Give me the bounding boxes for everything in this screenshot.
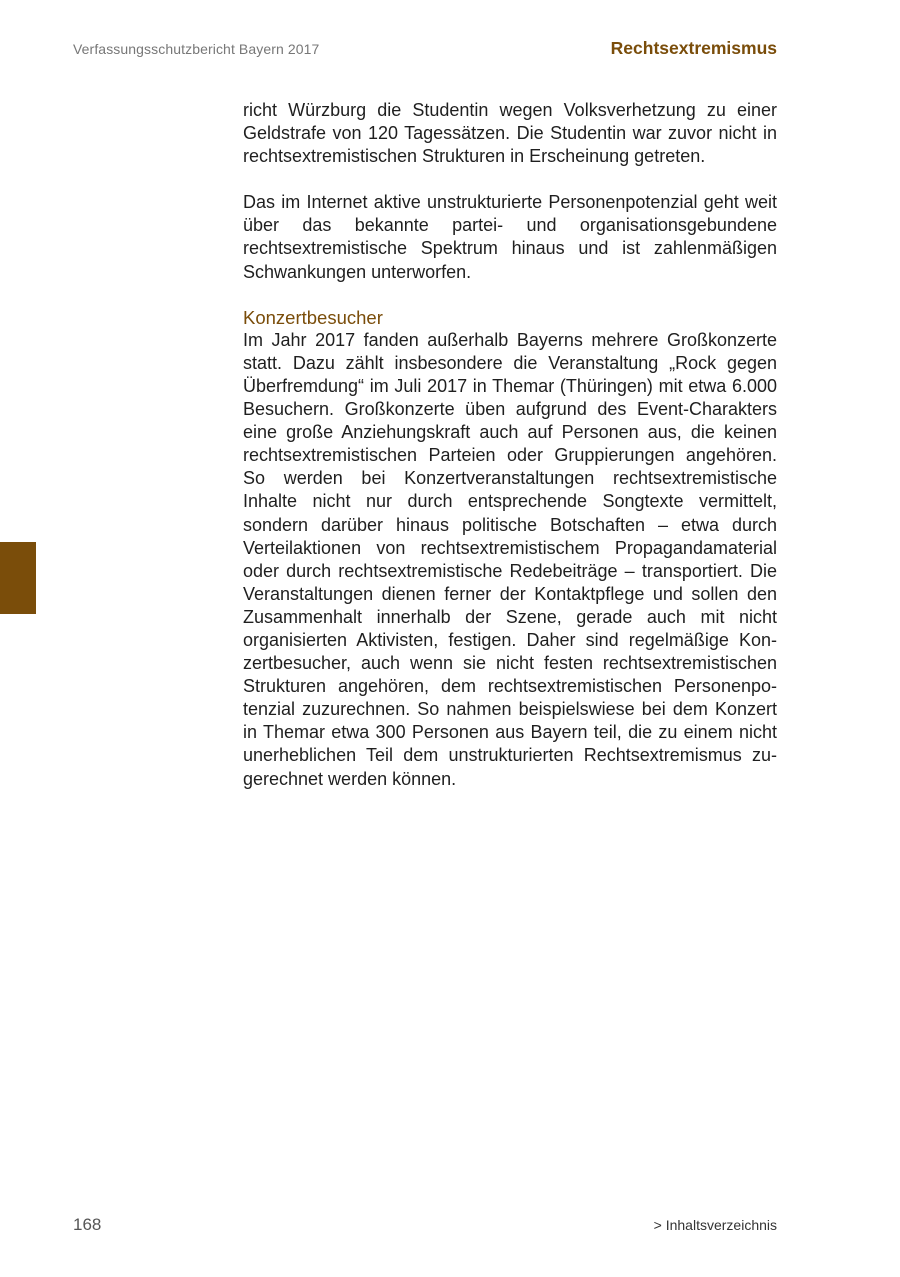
section-subheading: Konzertbesucher [243,306,383,328]
page-number: 168 [73,1215,102,1234]
body-paragraph: richt Würzburg die Studentin wegen Volksverhetzung zu einer Geldstrafe von 120 Tagessätzen. Die Studentin war zuvor nicht in rechtsextremistischen Strukturen in Erscheinung getreten. [243,100,777,167]
report-title: Verfassungsschutzbericht Bayern 2017 [73,41,320,57]
table-of-contents-link[interactable]: > Inhaltsverzeichnis [653,1217,777,1233]
main-content [243,99,777,791]
section-title: Rechtsextremismus [610,38,777,58]
chapter-marker-tab [0,542,36,614]
body-paragraph: Im Jahr 2017 fanden außerhalb Bayerns mehrere Großkonzerte statt. Dazu zählt insbesondere die Veranstaltung „Rock gegen Überfremdung“ im Juli 2017 in Themar (Thüringen) mit etwa 6.000 Besuchern. Großkonzerte üben aufgrund des Event-Charakters eine große Anziehungskraft auch auf Personen aus, die keinen rechtsextremistischen Parteien oder Gruppierungen angehören. So werden bei Konzertveranstaltungen rechtsextremistische Inhalte nicht nur durch entsprechende Songtexte vermittelt, sondern darüber hinaus politische Botschaften – etwa durch Verteilaktionen von rechtsextremistischem Propagandamaterial oder durch rechtsextremistische Redebeiträge – transportiert. Die Veranstaltungen dienen ferner der Kontaktpflege und sollen den Zusammenhalt innerhalb der Szene, gerade auch mit nicht organisierten Aktivisten, festigen. Daher sind regelmäßige Konzertbesucher, auch wenn sie nicht festen rechtsextremistischen Strukturen angehören, dem rechtsextremistischen Personenpotenzial zuzurechnen. So nahmen beispielswiese bei dem Konzert in Themar etwa 300 Personen aus Bayern teil, die zu einem nicht unerheblichen Teil dem unstrukturierten Rechtsextremismus zugerechnet werden können. [243,329,777,789]
body-paragraph: Das im Internet aktive unstrukturierte Personenpotenzial geht weit über das bekannte partei- und organisationsgebundene rechtsextremistische Spektrum hinaus und ist zahlenmäßigen Schwankungen unterworfen. [243,192,777,282]
